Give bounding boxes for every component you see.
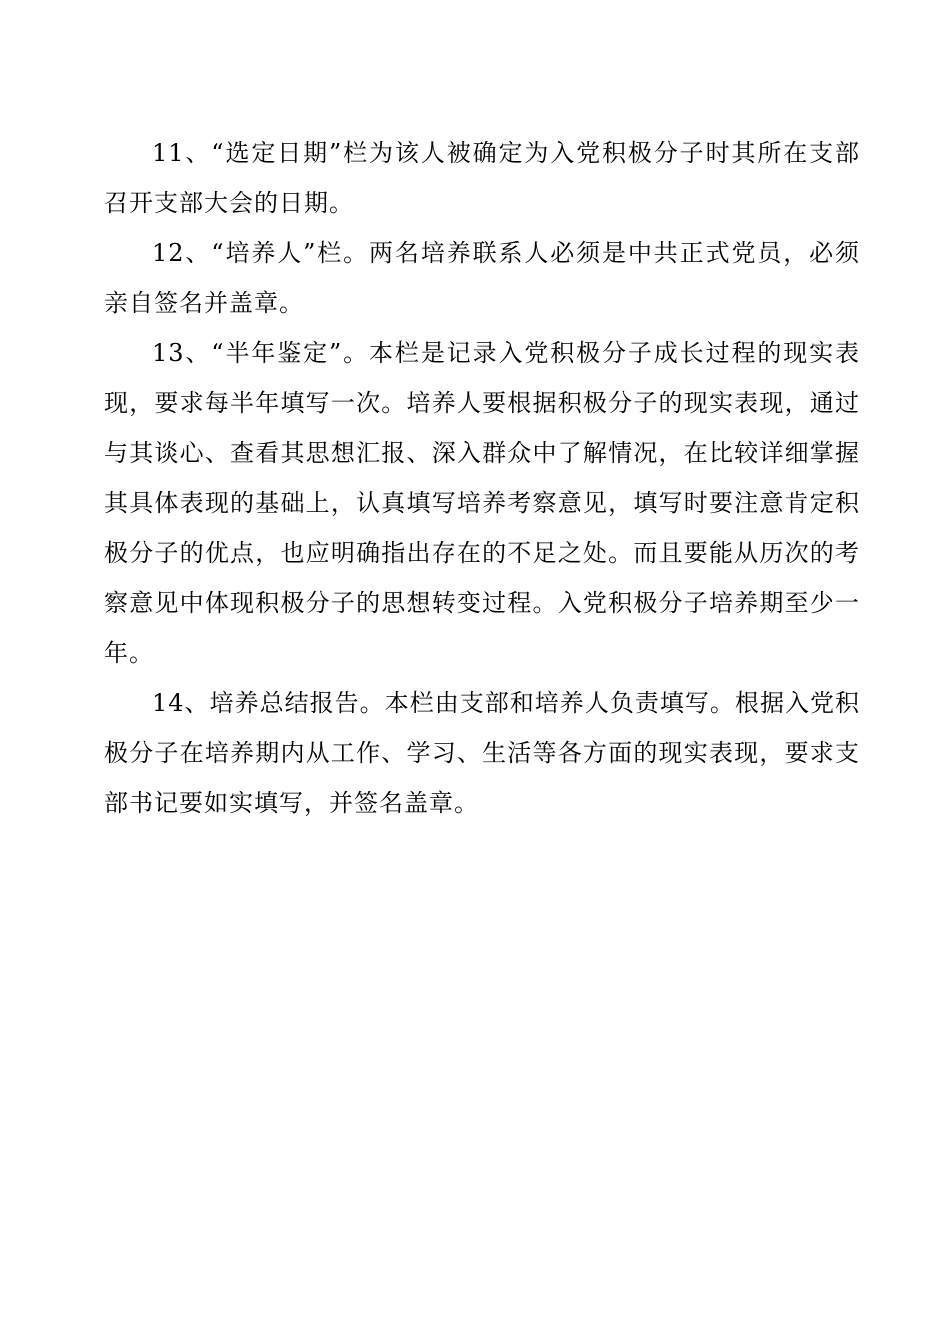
paragraph-12: 12、“培养人”栏。两名培养联系人必须是中共正式党员，必须亲自签名并盖章。 [104,239,860,317]
paragraph-14: 14、培养总结报告。本栏由支部和培养人负责填写。根据入党积极分子在培养期内从工作、学习、生活等各方面的现实表现，要求支部书记要如实填写，并签名盖章。 [104,689,860,817]
paragraph-11: 11、“选定日期”栏为该人被确定为入党积极分子时其所在支部召开支部大会的日期。 [104,139,860,217]
paragraph-13: 13、“半年鉴定”。本栏是记录入党积极分子成长过程的现实表现，要求每半年填写一次。培养人要根据积极分子的现实表现，通过与其谈心、查看其思想汇报、深入群众中了解情况，在比较详细掌握其具体表现的基础上，认真填写培养考察意见，填写时要注意肯定积极分子的优点，也应明确指出存在的不足之处。而且要能从历次的考察意见中体现积极分子的思想转变过程。入党积极分子培养期至少一年。 [104,339,860,667]
document-body [104,128,860,828]
